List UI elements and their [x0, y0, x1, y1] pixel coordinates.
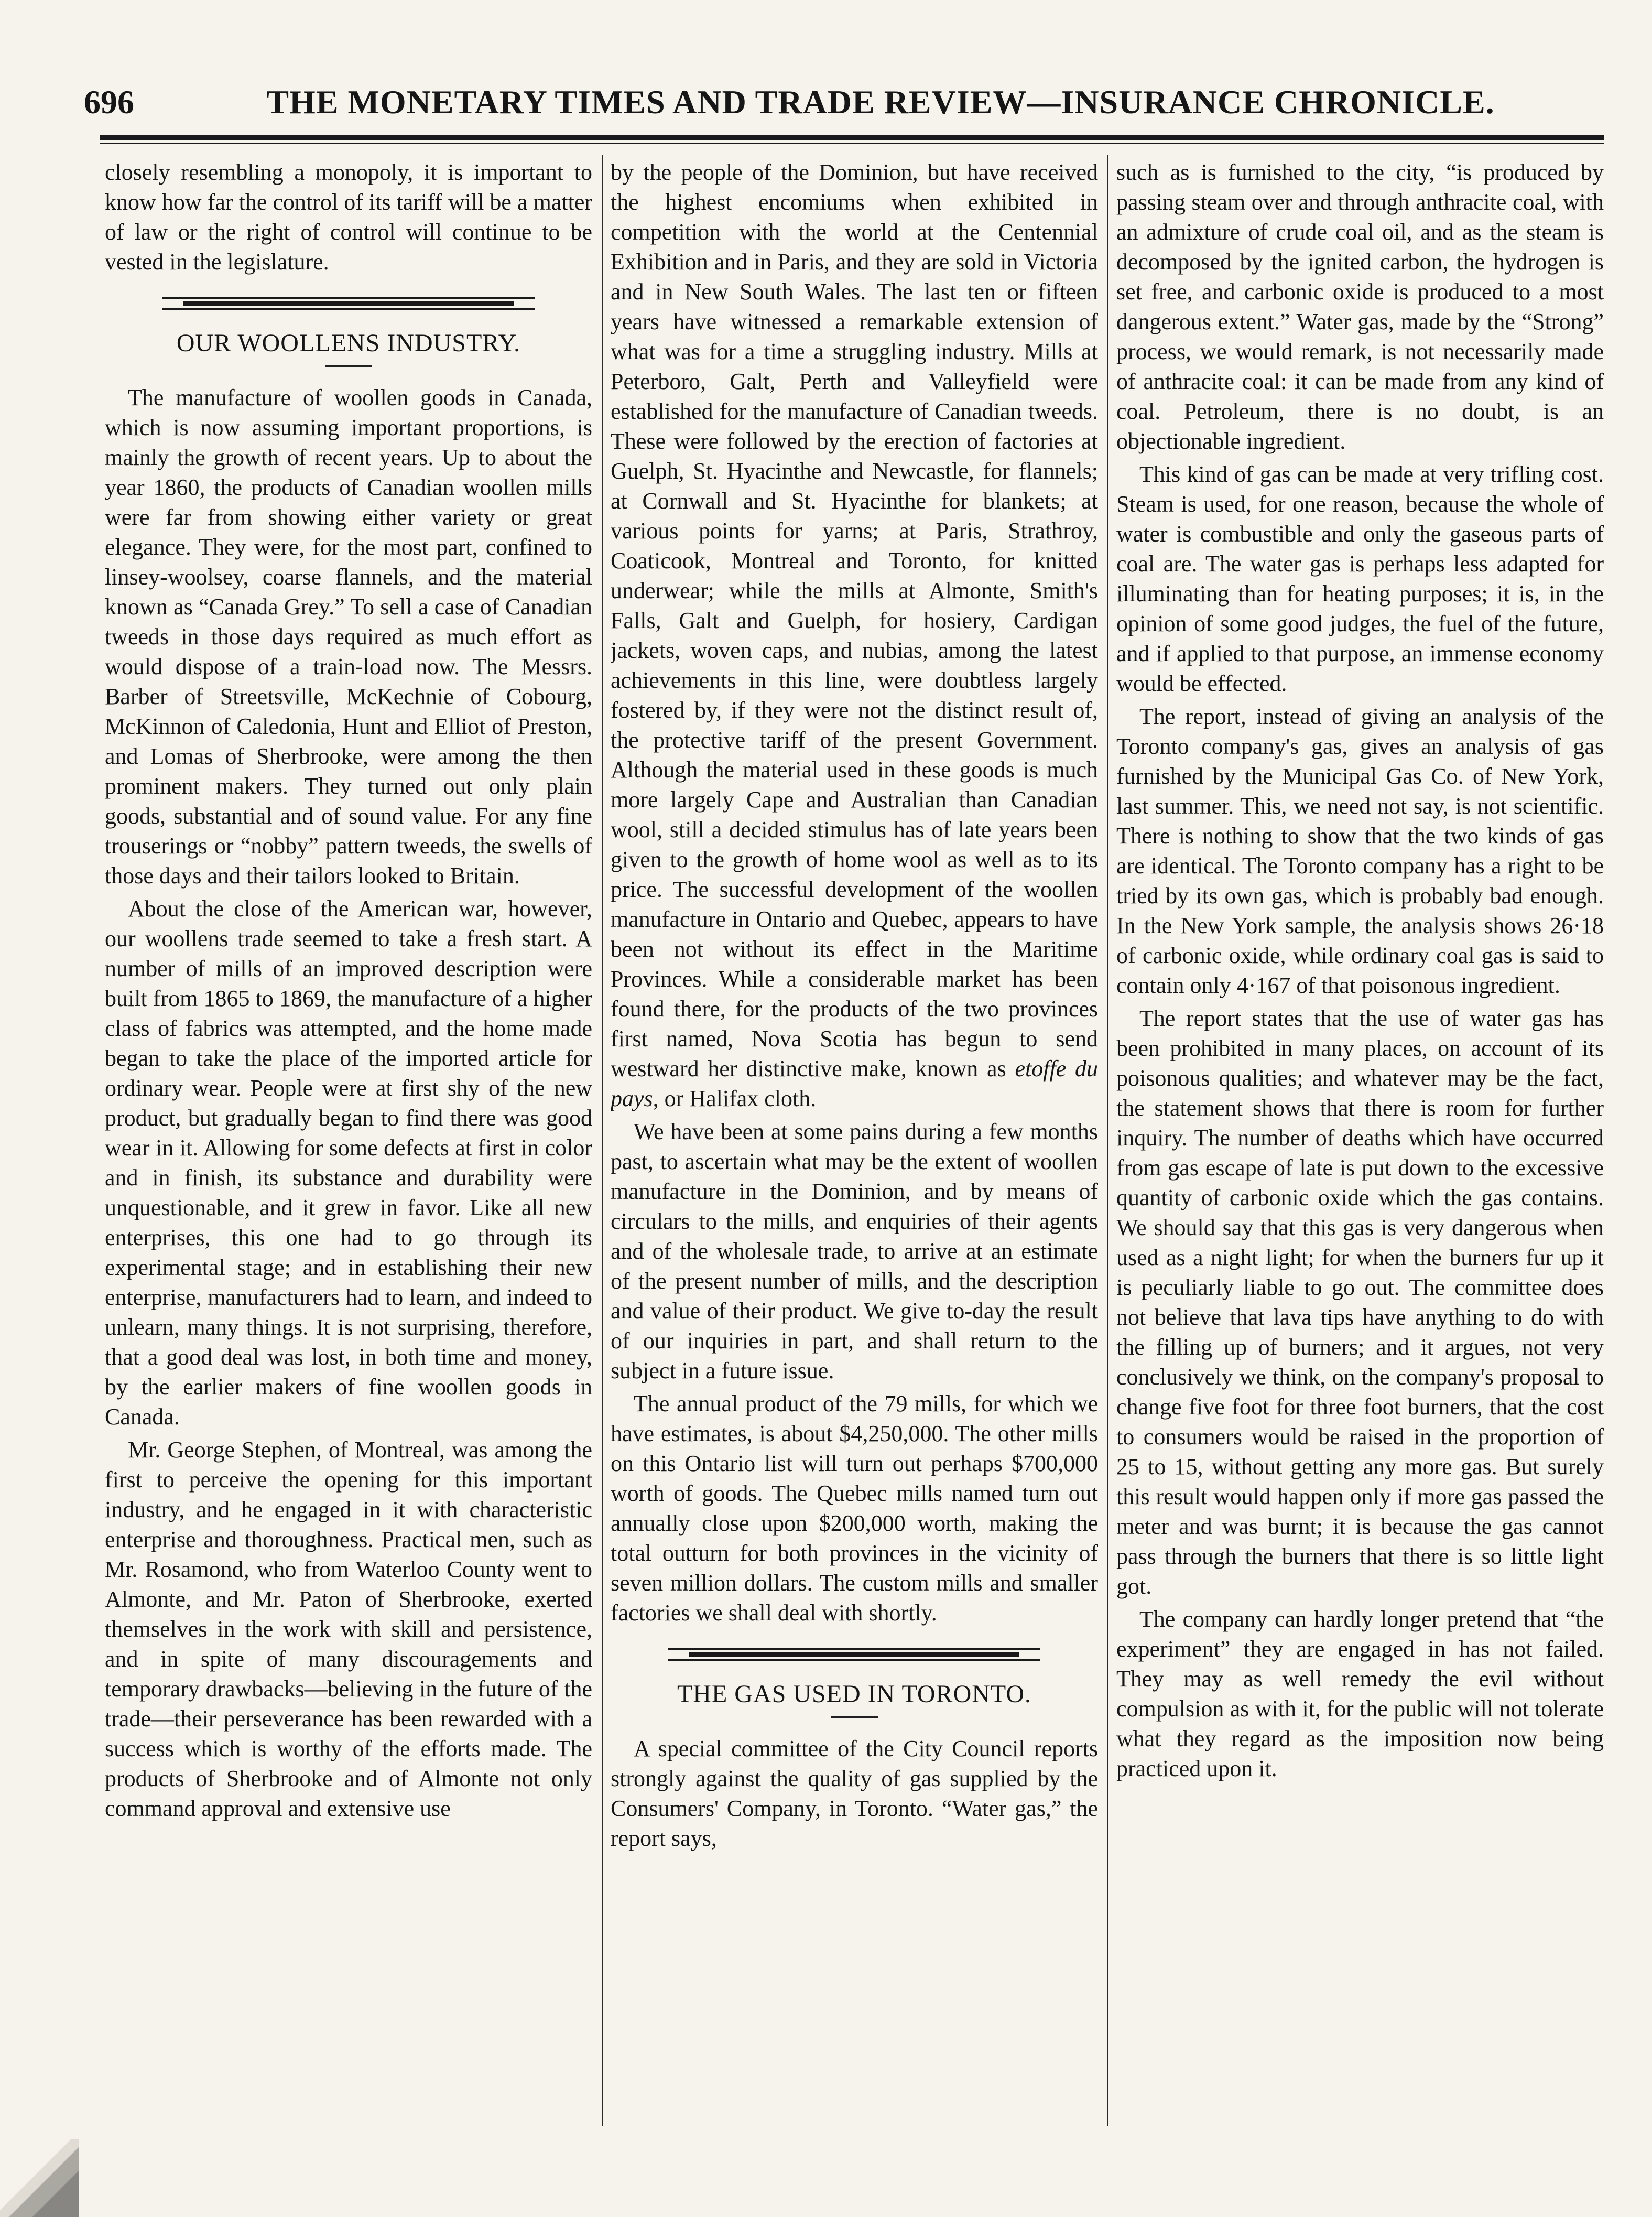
paragraph: The company can hardly longer pretend that “the experiment” they are engaged in has not failed. They may as well remedy the evil without compulsion as with it, for the public will not tolerate what they regard as the imposition now being practiced upon it. — [1116, 1606, 1604, 1781]
paragraph: The report, instead of giving an analysis of the Toronto company's gas, gives an analysis of gas furnished by the Municipal Gas Co. of New York, last summer. This, we need not say, is not scientific. There is nothing to show that the two kinds of gas are identical. The Toronto company has a right to be tried by its own gas, which is probably bad enough. In the New York sample, the analysis shows 26·18 of carbonic oxide, while ordinary coal gas is said to contain only 4·167 of that poisonous ingredient. — [1116, 704, 1604, 998]
paragraph: About the close of the American war, however, our woollens trade seemed to take a fresh start. A number of mills of an improved description were built from 1865 to 1869, the manufacture of a higher class of fabrics was attempted, and the home made began to take the place of the imported article for ordinary wear. People were at first shy of the new product, but gradually began to find there was good wear in it. Allowing for some defects at first in color and in finish, its substance and durability were unquestionable, and it grew in favor. Like all new enterprises, this one had to go through its experimental stage; and in establishing their new enterprise, manufacturers had to learn, and indeed to unlearn, many things. It is not surprising, therefore, that a good deal was lost, in both time and money, by the earlier makers of fine woollen goods in Canada. — [105, 896, 592, 1430]
paragraph: such as is furnished to the city, “is produced by passing steam over and through anthracite coal, with an admixture of crude coal oil, and as the steam is decomposed by the ignited carbon, the hydrogen is set free, and carbonic oxide is produced to a most dangerous extent.” Water gas, made by the “Strong” process, we would remark, is not necessarily made of anthracite coal: it can be made from any kind of coal. Petroleum, there is no doubt, is an objectionable ingredient. — [1116, 159, 1604, 454]
paragraph: closely resembling a monopoly, it is important to know how far the control of its tariff will be a matter of law or the right of control will continue to be vested in the legislature. — [105, 159, 592, 275]
section-heading-woollens: OUR WOOLLENS INDUSTRY. — [176, 329, 521, 357]
header-rule-thick — [100, 135, 1604, 140]
paragraph: The manufacture of woollen goods in Canada, which is now assuming important proportions, is mainly the growth of recent years. Up to about the year 1860, the products of Canadian woollen mills were far from showing either variety or great elegance. They were, for the most part, confined to linsey-woolsey, coarse flannels, and the material known as “Canada Grey.” To sell a case of Canadian tweeds in those days required as much effort as would dispose of a train-load now. The Messrs. Barber of Streetsville, McKechnie of Cobourg, McKinnon of Caledonia, Hunt and Elliot of Preston, and Lomas of Sherbrooke, were among the then prominent makers. They turned out only plain goods, substantial and of sound value. For any fine trouserings or “nobby” pattern tweeds, the swells of those days and their tailors looked to Britain. — [105, 385, 592, 889]
page-number: 696 — [84, 83, 134, 121]
column-divider-2 — [1107, 155, 1108, 2126]
paragraph: This kind of gas can be made at very trifling cost. Steam is used, for one reason, because the whole of water is combustible and only the gaseous parts of coal are. The water gas is perhaps less adapted for illuminating than for heating purposes; it is, in the opinion of some good judges, the fuel of the future, and if applied to that purpose, an immense economy would be effected. — [1116, 461, 1604, 696]
page-header — [84, 73, 1604, 131]
paragraph — [611, 157, 1098, 1113]
section-ornament — [105, 291, 592, 310]
scan-edge-artifact — [0, 2139, 79, 2217]
paragraph-text: by the people of the Dominion, but have received the highest encomiums when exhibited in competition with the world at the Centennial Exhibition and in Paris, and they are sold in Victoria and in New South Wales. The last ten or fifteen years have witnessed a remarkable extension of what was for a time a struggling industry. Mills at Peterboro, Galt, Perth and Valleyfield were established for the manufacture of Canadian tweeds. These were followed by the erection of factories at Guelph, St. Hyacinthe and Newcastle, for flannels; at Cornwall and St. Hyacinthe for blankets; at various points for yarns; at Paris, Strathroy, Coaticook, Montreal and Toronto, for knitted underwear; while the mills at Almonte, Smith's Falls, Galt and Guelph, for hosiery, Cardigan jackets, woven caps, and nubias, among the latest achievements in this line, were doubtless largely fostered by, if they were not the distinct result of, the protective tariff of the present Government. Although the material used in these goods is much more largely Cape and Australian than Canadian wool, still a decided stimulus has of late years been given to the growth of home wool as well as to its price. The successful development of the woollen manufacture in Ontario and Quebec, appears to have been not without its effect in the Maritime Provinces. While a considerable market has been found there, for the products of the two provinces first named, Nova Scotia has begun to send westward her distinctive make, known as — [611, 159, 1098, 1082]
column-divider-1 — [602, 155, 603, 2126]
paragraph: A special committee of the City Council reports strongly against the quality of gas supplied by the Consumers' Company, in Toronto. “Water gas,” the report says, — [611, 1736, 1098, 1851]
paragraph: We have been at some pains during a few months past, to ascertain what may be the extent of woollen manufacture in the Dominion, and by means of circulars to the mills, and enquiries of their agents and of the wholesale trade, to arrive at an estimate of the present number of mills, and the description and value of their product. We give to-day the result of our inquiries in part, and shall return to the subject in a future issue. — [611, 1119, 1098, 1383]
header-rule-thin — [100, 143, 1604, 144]
column-3 — [1116, 157, 1604, 2160]
italic-phrase: etoffe du pays — [611, 1056, 1098, 1111]
section-heading-gas: THE GAS USED IN TORONTO. — [677, 1680, 1032, 1708]
column-1 — [105, 157, 592, 2160]
section-ornament — [611, 1642, 1098, 1661]
paragraph-text: , or Halifax cloth. — [653, 1086, 817, 1111]
heading-rule — [325, 365, 372, 367]
masthead-title: THE MONETARY TIMES AND TRADE REVIEW—INSURANCE CHRONICLE. — [266, 83, 1495, 121]
paragraph: The report states that the use of water gas has been prohibited in many places, on account of its poisonous qualities; and whatever may be the fact, the statement shows that there is room for further inquiry. The number of deaths which have occurred from gas escape of late is put down to the excessive quantity of carbonic oxide which the gas contains. We should say that this gas is very dangerous when used as a night light; for when the burners fur up it is peculiarly liable to go out. The committee does not believe that lava tips have anything to do with the filling up of burners; and it argues, not very conclusively we think, on the company's proposal to change five foot for three foot burners, that the cost to consumers would be raised in the proportion of 25 to 15, without getting any more gas. But surely this result would happen only if more gas passed the meter and was burnt; it is because the gas cannot pass through the burners that there is so little light got. — [1116, 1005, 1604, 1599]
paragraph: The annual product of the 79 mills, for which we have estimates, is about $4,250,000. The other mills on this Ontario list will turn out perhaps $700,000 worth of goods. The Quebec mills named turn out annually close upon $200,000 worth, making the total outturn for both provinces in the vicinity of seven million dollars. The custom mills and smaller factories we shall deal with shortly. — [611, 1391, 1098, 1626]
heading-rule — [831, 1716, 878, 1718]
column-2 — [611, 157, 1098, 2160]
paragraph: Mr. George Stephen, of Montreal, was among the first to perceive the opening for this important industry, and he engaged in it with characteristic enterprise and thoroughness. Practical men, such as Mr. Rosamond, who from Waterloo County went to Almonte, and Mr. Paton of Sherbrooke, exerted themselves in the work with skill and persistence, and in spite of many discouragements and temporary drawbacks—believing in the future of the trade—their perseverance has been rewarded with a success which is worthy of the efforts made. The products of Sherbrooke and of Almonte not only command approval and extensive use — [105, 1437, 592, 1821]
